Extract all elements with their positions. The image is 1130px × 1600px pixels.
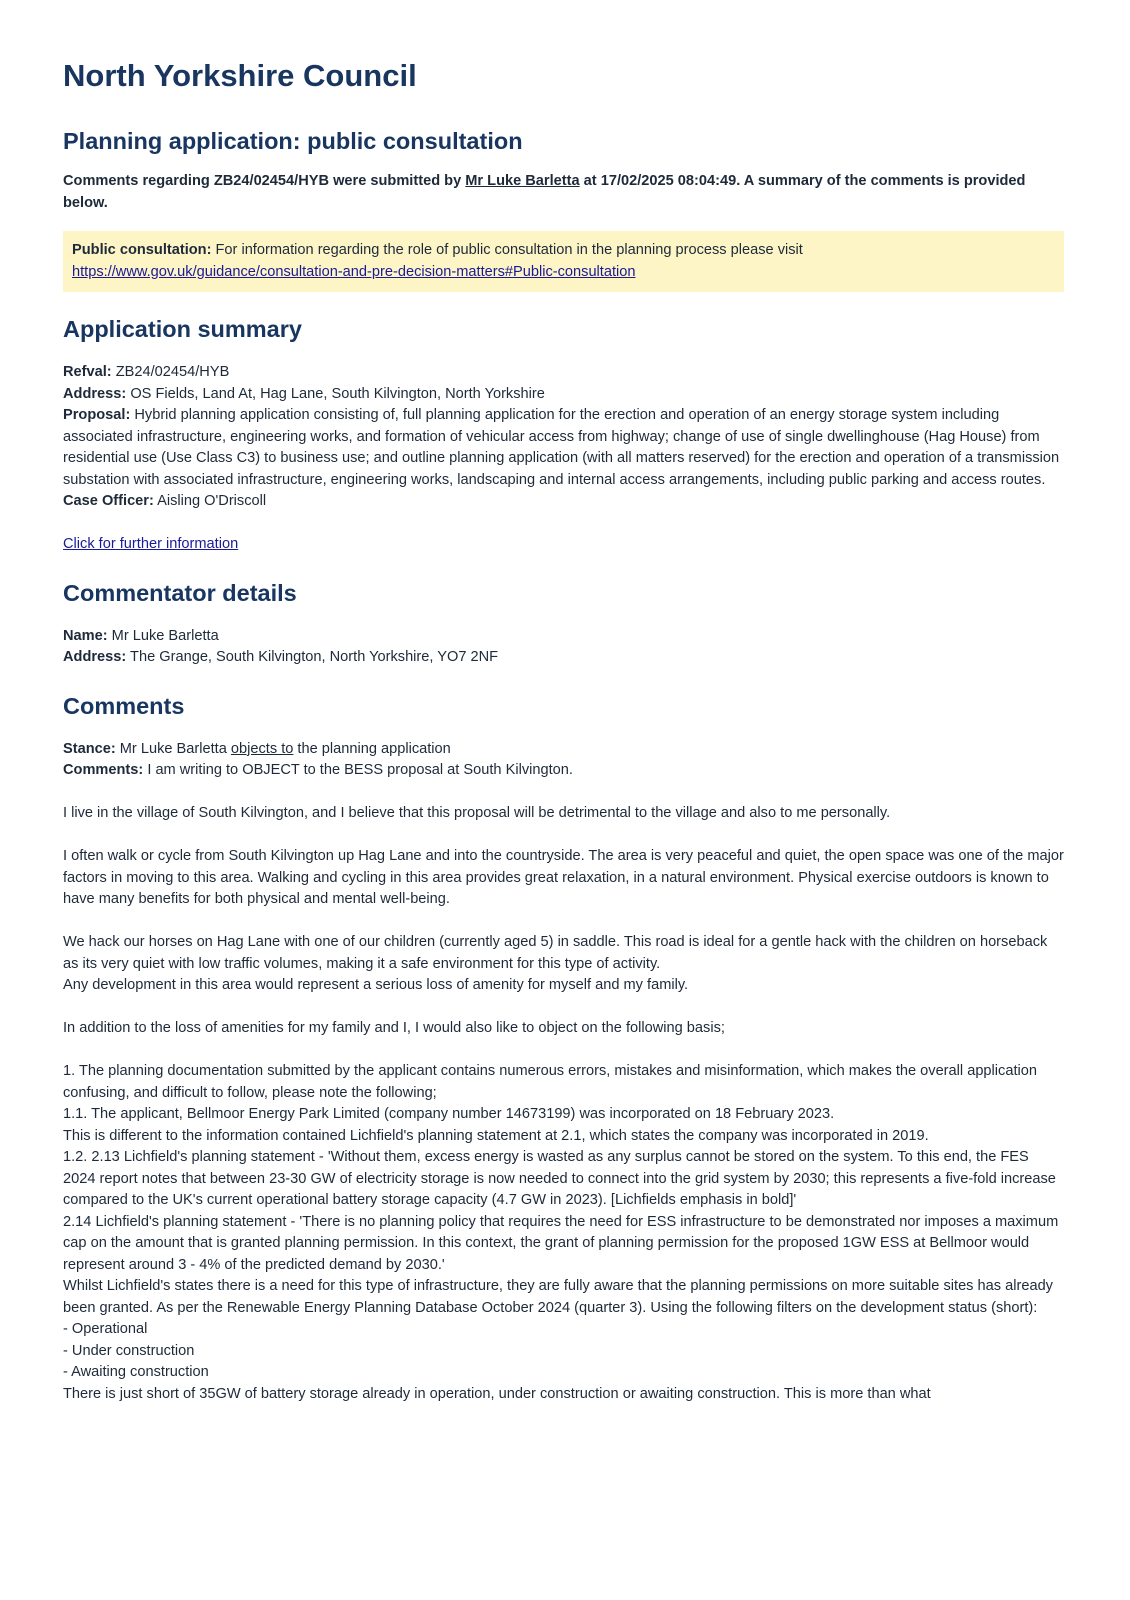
commentator-name-link[interactable]: Mr Luke Barletta [465, 173, 580, 189]
case-officer-value: Aisling O'Driscoll [153, 493, 267, 509]
address-value: OS Fields, Land At, Hag Lane, South Kilvington, North Yorkshire [126, 385, 545, 402]
case-officer-row [63, 491, 1064, 513]
stance-verb: objects to [230, 740, 294, 757]
refval-label: Refval: [63, 364, 112, 380]
comment-line: Whilst Lichfield's states there is a need for this type of infrastructure, they are fully aware that the planning permissions on more suitable sites has already been granted. As per the Renewable Energy Planning Database October 2024 (quarter 3). Using the following filters on the development status (short): [63, 1278, 1053, 1316]
case-officer-label: Case Officer: [63, 493, 154, 509]
commentator-address-value: The Grange, South Kilvington, North Yorkshire, YO7 2NF [126, 649, 499, 665]
application-summary [63, 362, 1064, 556]
comment-paragraph: I often walk or cycle from South Kilvington up Hag Lane and into the countryside. The area is very peaceful and quiet, the open space was one of the major factors in moving to this area. Walking and cycling in this area provides great relaxation, in a natural environment. Physical exercise outdoors is known to have many benefits for both physical and mental well-being. [63, 848, 1064, 907]
comments-label: Comments: [63, 762, 144, 778]
stance-label: Stance: [63, 740, 116, 757]
comment-paragraph: I live in the village of South Kilvington, and I believe that this proposal will be detrimental to the village and also to me personally. [63, 805, 891, 821]
comments-row [63, 760, 1064, 782]
intro-prefix: Comments regarding ZB24/02454/HYB were submitted by [63, 173, 466, 189]
comment-line: There is just short of 35GW of battery storage already in operation, under construction or awaiting construction. This is more than what [63, 1385, 931, 1402]
comments-first-line: I am writing to OBJECT to the BESS proposal at South Kilvington. [143, 762, 573, 778]
comment-line: 1.2. 2.13 Lichfield's planning statement - 'Without them, excess energy is wasted as any surplus cannot be stored on the system. To this end, the FES 2024 report notes that between 23-30 GW of electricity storage is now needed to connect into the grid system by 2030; this represents a five-fold increase compared to the UK's current operational battery storage capacity (4.7 GW in 2023). [Lichfields emphasis in bold]' [63, 1149, 1056, 1208]
comment-paragraph: In addition to the loss of amenities for my family and I, I would also like to object on the following basis; [63, 1020, 725, 1036]
further-information-link[interactable]: Click for further information [63, 536, 239, 552]
refval-row [63, 362, 1064, 384]
intro-suffix: at 17/02/2025 08:04:49. A summary of the comments is provided below. [63, 173, 1026, 211]
proposal-label: Proposal: [63, 407, 131, 423]
commentator-address-label: Address: [63, 649, 127, 665]
address-row [63, 384, 1064, 406]
commentator-name-value: Mr Luke Barletta [107, 627, 219, 644]
page-subtitle: Planning application: public consultation [63, 128, 523, 154]
commentator-name-row [63, 626, 1064, 648]
comment-paragraph: We hack our horses on Hag Lane with one of our children (currently aged 5) in saddle. This road is ideal for a gentle hack with the children on horseback as its very quiet with low traffic volumes, making it a safe environment for this type of activity. [63, 934, 1048, 972]
stance-row [63, 739, 1064, 761]
comment-line: - Under construction [63, 1342, 195, 1359]
commentator-details [63, 626, 1064, 669]
comment-line: This is different to the information contained Lichfield's planning statement at 2.1, which states the company was incorporated in 2019. [63, 1127, 929, 1144]
stance-suffix: the planning application [293, 740, 451, 757]
comments-heading: Comments [63, 692, 185, 719]
commentator-name-label: Name: [63, 627, 108, 644]
council-title: North Yorkshire Council [63, 58, 417, 93]
consultation-guidance-link[interactable]: https://www.gov.uk/guidance/consultation-and-pre-decision-matters#Public-consultation [72, 263, 636, 280]
proposal-row [63, 405, 1064, 491]
stance-name: Mr Luke Barletta [115, 740, 231, 757]
notice-text: For information regarding the role of public consultation in the planning process please visit [211, 242, 803, 258]
address-label: Address: [63, 385, 127, 402]
application-summary-heading: Application summary [63, 316, 302, 342]
comment-paragraph: Any development in this area would represent a serious loss of amenity for myself and my family. [63, 977, 689, 993]
public-consultation-notice [63, 231, 1064, 292]
submission-intro [63, 171, 1064, 214]
comment-line: 2.14 Lichfield's planning statement - 'There is no planning policy that requires the need for ESS infrastructure to be demonstrated nor imposes a maximum cap on the amount that is granted planning permission. In this context, the grant of planning permission for the proposed 1GW ESS at Bellmoor would represent around 3 - 4% of the predicted demand by 2030.' [63, 1213, 1059, 1273]
comment-line: - Operational [63, 1321, 148, 1337]
comment-line: 1.1. The applicant, Bellmoor Energy Park Limited (company number 14673199) was incorporated on 18 February 2023. [63, 1106, 835, 1122]
comment-line: 1. The planning documentation submitted by the applicant contains numerous errors, mistakes and misinformation, which makes the overall application confusing, and difficult to follow, please note the following; [63, 1063, 1037, 1101]
commentator-details-heading: Commentator details [63, 579, 297, 606]
comments-body [63, 739, 1064, 1406]
comment-line: - Awaiting construction [63, 1364, 209, 1380]
refval-value: ZB24/02454/HYB [111, 364, 230, 380]
commentator-address-row [63, 647, 1064, 669]
notice-label: Public consultation: [72, 242, 212, 258]
proposal-value: Hybrid planning application consisting of, full planning application for the erection and operation of an energy storage system including associated infrastructure, engineering works, and formation of vehicular access from highway; change of use of single dwellinghouse (Hag House) from residential use (Use Class C3) to business use; and outline planning application (with all matters reserved) for the erection and operation of a transmission substation with associated infrastructure, engineering works, landscaping and internal access arrangements, including public parking and access routes. [63, 407, 1060, 488]
